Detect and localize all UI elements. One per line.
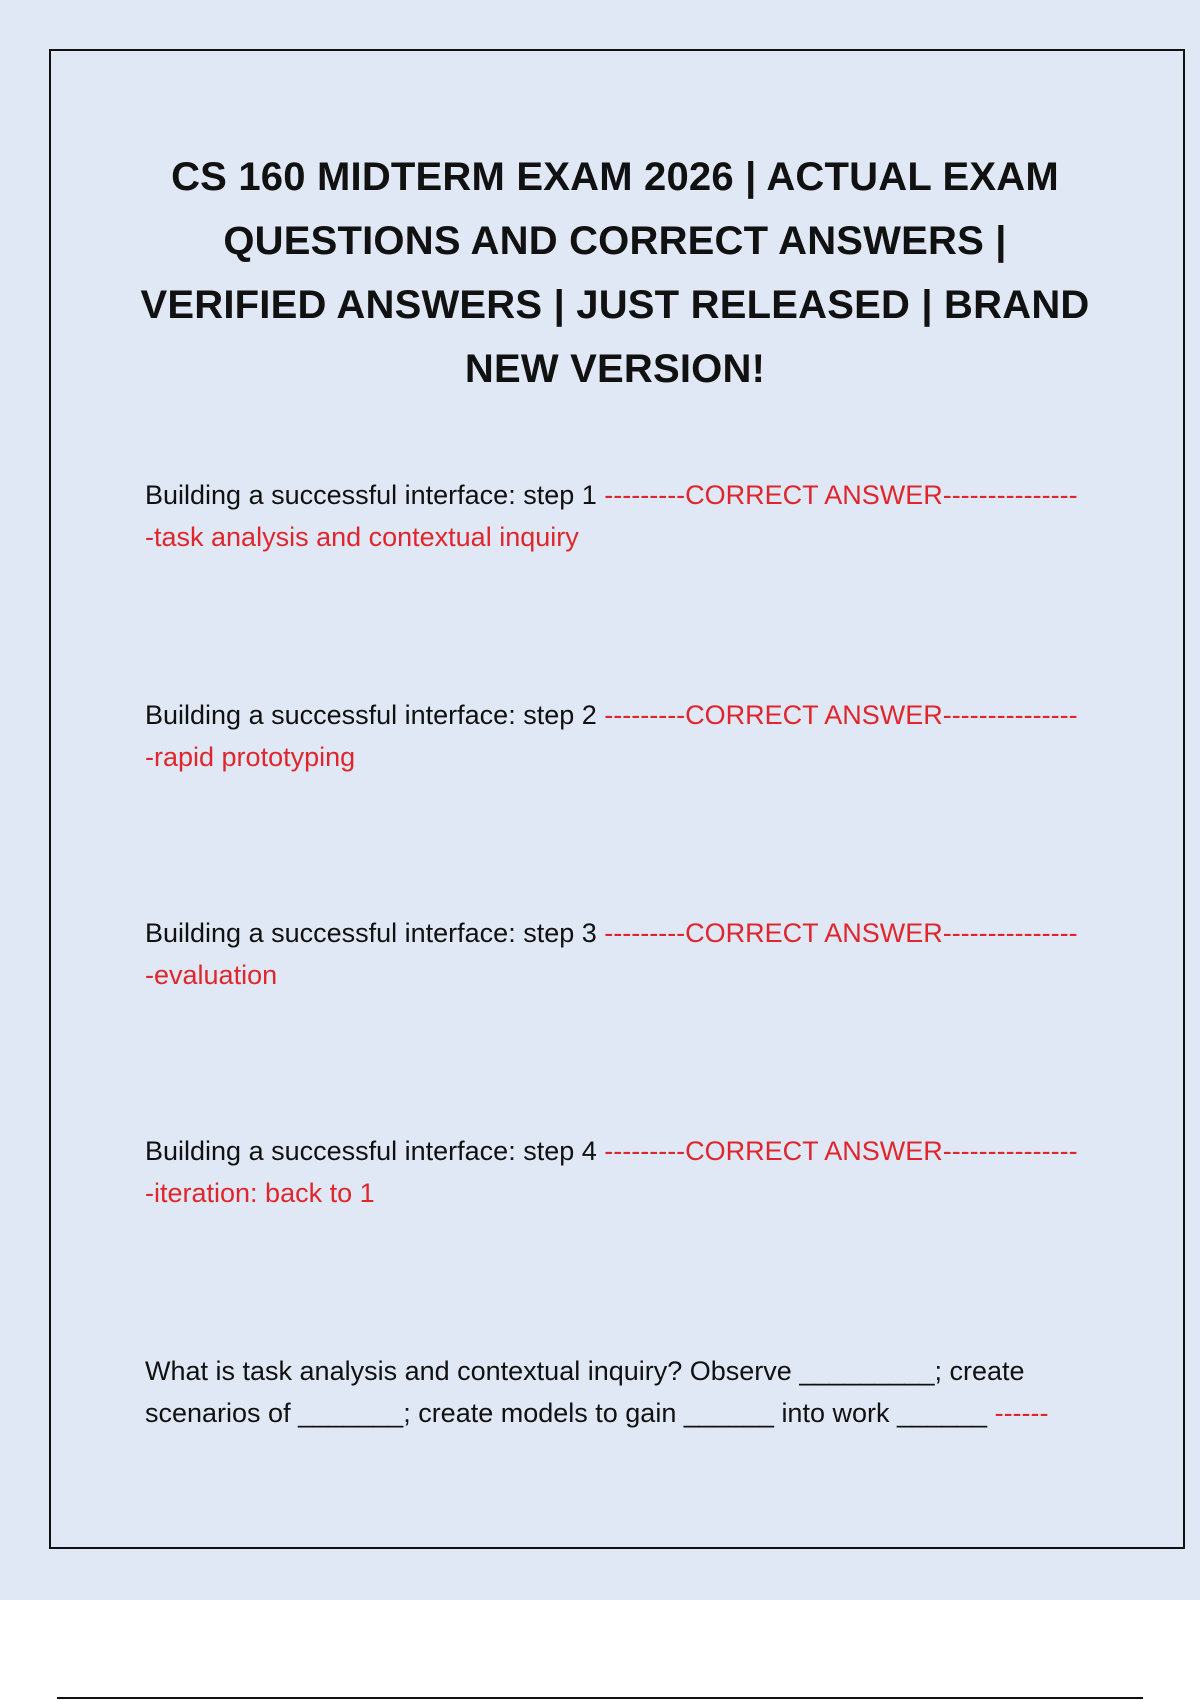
- correct-answer-separator: ------: [987, 1398, 1049, 1428]
- correct-answer-separator: ---------CORRECT ANSWER----------------: [145, 480, 1078, 552]
- qa-item-4: [145, 1130, 1085, 1214]
- question-text: Building a successful interface: step 4: [145, 1136, 597, 1166]
- qa-item-5: [145, 1350, 1085, 1434]
- correct-answer-separator: ---------CORRECT ANSWER----------------: [145, 918, 1078, 990]
- footer-divider: [57, 1697, 1143, 1699]
- qa-item-1: [145, 474, 1085, 558]
- question-text: Building a successful interface: step 2: [145, 700, 597, 730]
- answer-text: task analysis and contextual inquiry: [154, 522, 579, 552]
- answer-text: rapid prototyping: [154, 742, 356, 772]
- correct-answer-separator: ---------CORRECT ANSWER----------------: [145, 1136, 1078, 1208]
- correct-answer-separator: ---------CORRECT ANSWER----------------: [145, 700, 1078, 772]
- document-title: CS 160 MIDTERM EXAM 2026 | ACTUAL EXAM QUESTIONS AND CORRECT ANSWERS | VERIFIED ANSWERS | JUST RELEASED | BRAND NEW VERSION!: [140, 155, 1090, 391]
- answer-text: evaluation: [154, 960, 278, 990]
- qa-item-3: [145, 912, 1085, 996]
- question-text: Building a successful interface: step 3: [145, 918, 597, 948]
- answer-text: iteration: back to 1: [154, 1178, 375, 1208]
- question-text: What is task analysis and contextual inquiry? Observe _________; create scenarios of _______; create models to gain ______ into work ______: [145, 1356, 1025, 1428]
- qa-item-2: [145, 694, 1085, 778]
- question-text: Building a successful interface: step 1: [145, 480, 597, 510]
